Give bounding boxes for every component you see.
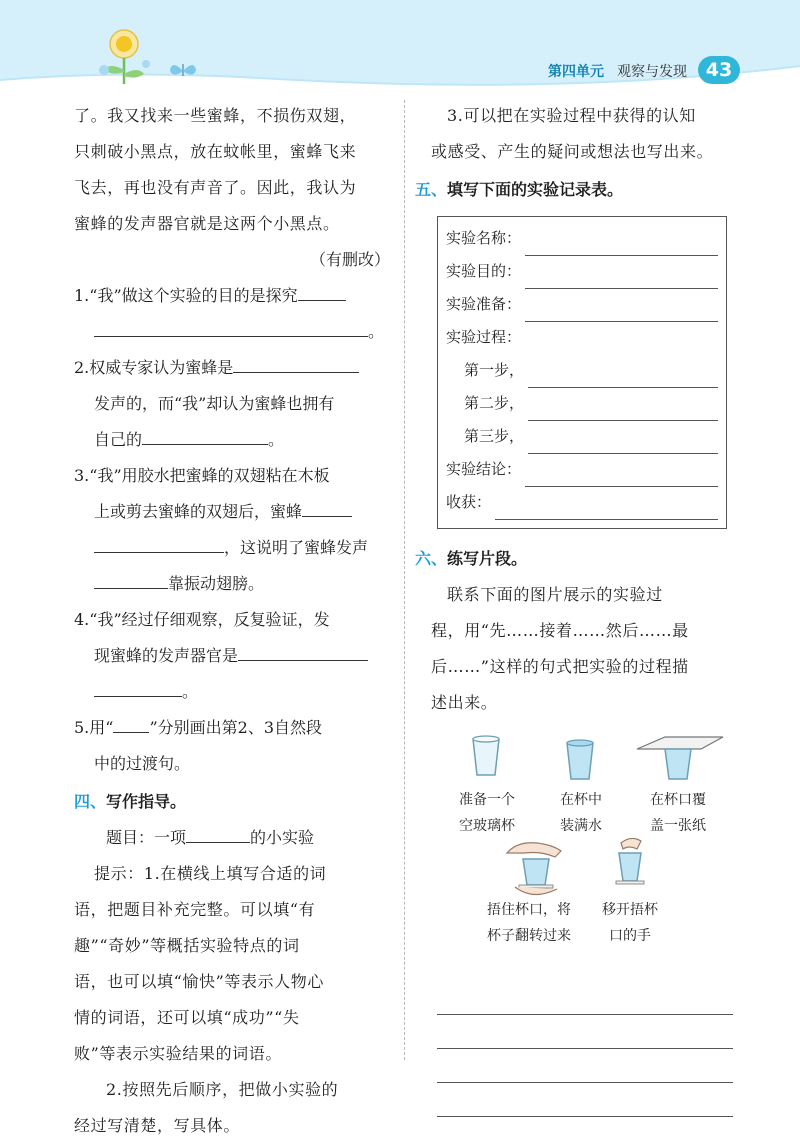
topic-prefix: 题目：一项 (106, 828, 187, 847)
q3-text-3: ，这说明了蜜蜂发声 (224, 538, 369, 557)
record-row-step1: 第一步， (446, 355, 718, 388)
hand-removed-glass-icon (616, 838, 644, 884)
question-4 (74, 602, 394, 710)
instruction-line: 联系下面的图片展示的实验过 (447, 585, 663, 604)
q1-text: 1.“我”做这个实验的目的是探究 (74, 286, 298, 305)
record-prep-field[interactable] (525, 302, 718, 322)
record-conclusion-field[interactable] (525, 467, 718, 487)
q3-text-2: 上或剪去蜜蜂的双翅后，蜜蜂 (94, 502, 303, 521)
section-6-number: 六、 (415, 549, 448, 568)
q1-answer-blank-2[interactable] (94, 323, 368, 337)
section-5-title: 填写下面的实验记录表。 (447, 180, 624, 199)
caption-step-1: 准备一个 空玻璃杯 (459, 792, 515, 834)
record-row-gain: 收获： (446, 487, 718, 520)
column-divider (404, 100, 405, 1060)
caption-step-4: 捂住杯口，将 杯子翻转过来 (487, 902, 571, 944)
tip-line: 败”等表示实验结果的词语。 (74, 1044, 282, 1063)
hand-inverting-glass-icon (507, 843, 561, 895)
topic-line (74, 820, 394, 856)
passage-line: 蜜蜂的发声器官就是这两个小黑点。 (74, 214, 340, 233)
q4-answer-blank-2[interactable] (94, 683, 182, 697)
tip-line: 情的词语，还可以填“成功”“失 (74, 1008, 300, 1027)
q3-answer-blank[interactable] (302, 503, 352, 517)
question-3 (74, 458, 394, 602)
question-5 (74, 710, 394, 782)
record-purpose-field[interactable] (525, 269, 718, 289)
section-5-number: 五、 (415, 180, 448, 199)
writing-line[interactable] (437, 1015, 733, 1049)
record-row-process: 实验过程： (446, 328, 522, 346)
section-6-title: 练写片段。 (447, 549, 528, 568)
question-2 (74, 350, 394, 458)
section-5-heading (415, 172, 737, 208)
section-4-title: 写作指导。 (106, 792, 187, 811)
butterfly-icon (170, 64, 196, 76)
q4-answer-blank[interactable] (238, 647, 368, 661)
record-row-step3: 第三步， (446, 421, 718, 454)
q2-text-2: 发声的，而“我”却认为蜜蜂也拥有 (94, 394, 335, 413)
record-row-purpose: 实验目的： (446, 256, 718, 289)
record-gain-field[interactable] (495, 500, 718, 520)
q2-text-3: 自己的 (94, 430, 143, 449)
section-4-heading (74, 784, 394, 820)
topic-blank[interactable] (186, 829, 250, 843)
instruction-line: 述出来。 (431, 693, 498, 712)
unit-subtitle: 观察与发现 (617, 64, 687, 80)
tip-line: 语，也可以填“愉快”等表示人物心 (74, 972, 324, 991)
q3-answer-blank-3[interactable] (94, 575, 168, 589)
q4-end: 。 (182, 682, 199, 701)
caption-step-3: 在杯口覆 盖一张纸 (650, 792, 706, 834)
experiment-record-table (437, 216, 727, 529)
caption-step-5: 移开捂杯 口的手 (602, 902, 658, 944)
topic-suffix: 的小实验 (250, 828, 315, 847)
page-header (0, 0, 800, 92)
record-row-step2: 第二步， (446, 388, 718, 421)
instruction-line: 程，用“先……接着……然后……最 (431, 621, 689, 640)
q4-text: 4.“我”经过仔细观察，反复验证，发 (74, 610, 330, 629)
tip-line: 或感受、产生的疑问或想法也写出来。 (431, 142, 714, 161)
q3-text-4: 靠振动翅膀。 (168, 574, 265, 593)
covered-glass-icon (637, 737, 723, 779)
tip-line: 经过写清楚，写具体。 (74, 1116, 241, 1135)
q3-answer-blank-2[interactable] (94, 539, 224, 553)
passage-line: 了。我又找来一些蜜蜂，不损伤双翅， (74, 106, 357, 125)
page-number: 43 (698, 56, 740, 84)
record-step1-field[interactable] (528, 368, 718, 388)
passage-line: 飞去，再也没有声音了。因此，我认为 (74, 178, 357, 197)
q2-end: 。 (268, 430, 285, 449)
q5-text: 5.用“ (74, 718, 114, 737)
q1-end: 。 (368, 322, 385, 341)
q3-text: 3.“我”用胶水把蜜蜂的双翅粘在木板 (74, 466, 330, 485)
record-row-name: 实验名称： (446, 223, 718, 256)
source-note: （有删改） (309, 250, 390, 269)
section-4-number: 四、 (74, 792, 107, 811)
tip-line: 提示：1.在横线上填写合适的词 (94, 864, 327, 883)
empty-glass-icon (473, 736, 499, 775)
writing-line[interactable] (437, 981, 733, 1015)
q4-text-2: 现蜜蜂的发声器官是 (94, 646, 239, 665)
tip-line: 趣”“奇妙”等概括实验特点的词 (74, 936, 300, 955)
record-step3-field[interactable] (528, 434, 718, 454)
q1-answer-blank[interactable] (298, 287, 346, 301)
unit-label: 第四单元 (548, 64, 604, 80)
q2-answer-blank[interactable] (233, 359, 359, 373)
q2-text: 2.权威专家认为蜜蜂是 (74, 358, 234, 377)
record-name-field[interactable] (525, 236, 718, 256)
full-glass-icon (567, 740, 593, 779)
experiment-illustrations (415, 735, 737, 967)
left-column (74, 98, 394, 1144)
instruction-line: 后……”这样的句式把实验的过程描 (431, 657, 689, 676)
writing-line[interactable] (437, 1083, 733, 1117)
tip-line: 语，把题目补充完整。可以填“有 (74, 900, 316, 919)
writing-line[interactable] (437, 1049, 733, 1083)
q5-mark-sample (113, 719, 149, 733)
tip-line: 2.按照先后顺序，把做小实验的 (106, 1080, 339, 1099)
passage-line: 只刺破小黑点，放在蚊帐里，蜜蜂飞来 (74, 142, 357, 161)
q5-text-3: 中的过渡句。 (94, 754, 191, 773)
question-1 (74, 278, 394, 350)
writing-lines (415, 981, 737, 1117)
section-6-heading (415, 541, 737, 577)
right-column (415, 98, 737, 1117)
tip-line: 3.可以把在实验过程中获得的认知 (447, 106, 696, 125)
record-row-prep: 实验准备： (446, 289, 718, 322)
q5-text-2: ”分别画出第2、3自然段 (149, 718, 322, 737)
record-step2-field[interactable] (528, 401, 718, 421)
caption-step-2: 在杯中 装满水 (560, 792, 602, 834)
record-row-conclusion: 实验结论： (446, 454, 718, 487)
q2-answer-blank-2[interactable] (142, 431, 268, 445)
